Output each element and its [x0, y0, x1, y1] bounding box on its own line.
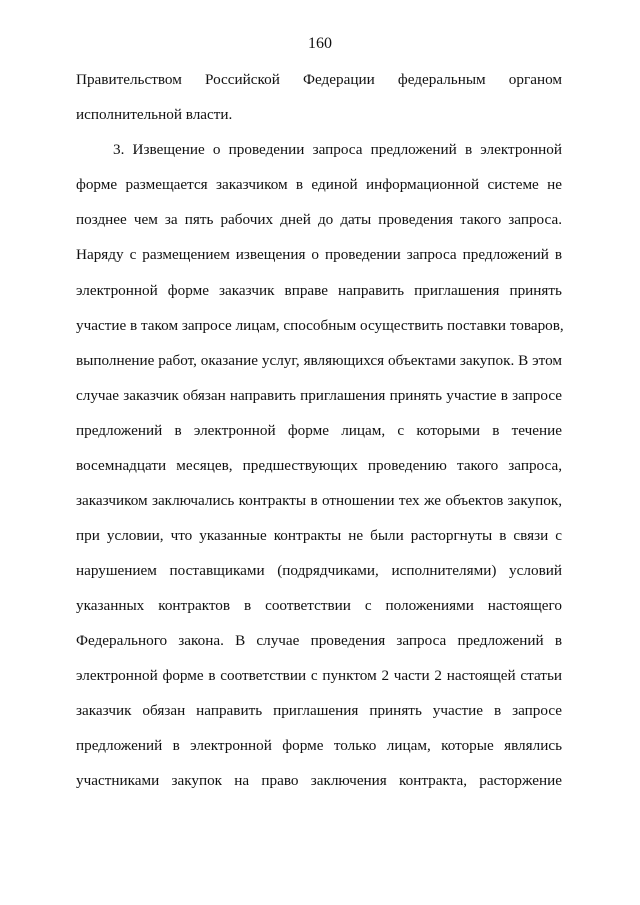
text-line: позднее чем за пять рабочих дней до даты проведения такого запроса.: [76, 211, 562, 228]
text-line: электронной форме заказчик вправе направить приглашения принять: [76, 282, 562, 299]
text-line: предложений в электронной форме только лицам, которые являлись: [76, 737, 562, 754]
text-line: исполнительной власти.: [76, 106, 233, 123]
text-line: указанных контрактов в соответствии с положениями настоящего: [76, 597, 562, 614]
page-number: 160: [308, 35, 332, 52]
text-line: заказчик обязан направить приглашения принять участие в запросе: [76, 702, 562, 719]
text-line: электронной форме в соответствии с пунктом 2 части 2 настоящей статьи: [76, 667, 562, 684]
text-line: участниками закупок на право заключения контракта, расторжение: [76, 772, 562, 789]
text-line: восемнадцати месяцев, предшествующих проведению такого запроса,: [76, 457, 562, 474]
paragraph-start-line: 3. Извещение о проведении запроса предложений в электронной: [113, 141, 562, 158]
text-line: участие в таком запросе лицам, способным осуществить поставки товаров,: [76, 317, 564, 334]
text-line: при условии, что указанные контракты не были расторгнуты в связи с: [76, 527, 562, 544]
text-line: нарушением поставщиками (подрядчиками, исполнителями) условий: [76, 562, 562, 579]
text-line: форме размещается заказчиком в единой информационной системе не: [76, 176, 562, 193]
text-line: предложений в электронной форме лицам, с которыми в течение: [76, 422, 562, 439]
text-line: выполнение работ, оказание услуг, являющихся объектами закупок. В этом: [76, 352, 562, 369]
text-line: Федерального закона. В случае проведения запроса предложений в: [76, 632, 562, 649]
text-line: случае заказчик обязан направить приглашения принять участие в запросе: [76, 387, 562, 404]
text-line: заказчиком заключались контракты в отношении тех же объектов закупок,: [76, 492, 562, 509]
text-line: Наряду с размещением извещения о проведении запроса предложений в: [76, 246, 562, 263]
text-line: Правительством Российской Федерации федеральным органом: [76, 71, 562, 88]
